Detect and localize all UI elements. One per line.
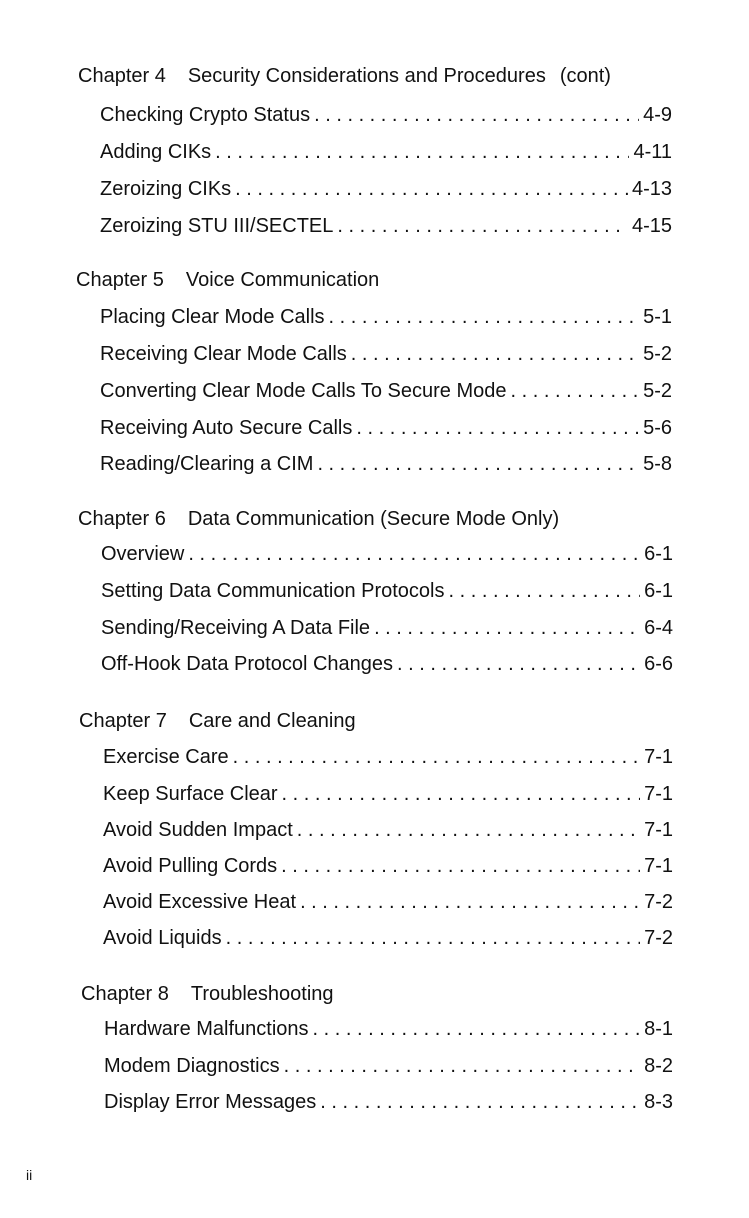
- entry-title: Avoid Liquids: [103, 927, 222, 949]
- chapter-number: Chapter 4: [78, 65, 166, 87]
- chapter-number: Chapter 8: [81, 983, 169, 1005]
- entry-page: 6-4: [644, 617, 673, 639]
- toc-entry[interactable]: [100, 177, 672, 201]
- entry-title: Hardware Malfunctions: [104, 1018, 309, 1040]
- chapter-number: Chapter 5: [76, 269, 164, 291]
- dot-leader: [233, 745, 640, 769]
- dot-leader: [284, 1054, 640, 1078]
- page-folio: ii: [26, 1167, 33, 1183]
- entry-title: Checking Crypto Status: [100, 104, 311, 126]
- toc-entry[interactable]: [103, 745, 673, 769]
- toc-entry[interactable]: [100, 416, 672, 440]
- entry-title: Avoid Sudden Impact: [103, 819, 293, 841]
- chapter-heading: [79, 709, 356, 733]
- dot-leader: [317, 452, 639, 476]
- toc-entry[interactable]: [100, 452, 672, 476]
- entry-title: Exercise Care: [103, 746, 229, 768]
- entry-title: Receiving Auto Secure Calls: [100, 417, 353, 439]
- entry-page: 6-6: [644, 653, 673, 675]
- dot-leader: [188, 542, 640, 566]
- dot-leader: [356, 416, 639, 440]
- entry-page: 5-2: [643, 380, 672, 402]
- entry-title: Zeroizing STU III/SECTEL: [100, 215, 334, 237]
- entry-title: Setting Data Communication Protocols: [101, 580, 445, 602]
- chapter-heading: [81, 982, 334, 1006]
- dot-leader: [300, 890, 640, 914]
- entry-title: Avoid Pulling Cords: [103, 855, 278, 877]
- toc-entry[interactable]: [104, 1054, 673, 1078]
- entry-page: 4-15: [631, 215, 672, 237]
- dot-leader: [215, 140, 629, 164]
- entry-page: 5-6: [643, 417, 672, 439]
- chapter-heading: [78, 507, 559, 531]
- chapter-number: Chapter 6: [78, 508, 166, 530]
- entry-title: Display Error Messages: [104, 1091, 317, 1113]
- chapter-title: Voice Communication: [185, 269, 380, 291]
- toc-entry[interactable]: [104, 1017, 673, 1041]
- entry-page: 8-3: [644, 1091, 673, 1113]
- entry-title: Placing Clear Mode Calls: [100, 306, 325, 328]
- toc-entry[interactable]: [100, 305, 672, 329]
- toc-entry[interactable]: [101, 579, 673, 603]
- chapter-number: Chapter 7: [79, 710, 167, 732]
- toc-entry[interactable]: [100, 379, 672, 403]
- entry-title: Sending/Receiving A Data File: [101, 617, 371, 639]
- entry-page: 4-13: [631, 178, 672, 200]
- entry-page: 6-1: [644, 580, 673, 602]
- dot-leader: [337, 214, 628, 238]
- dot-leader: [282, 782, 641, 806]
- chapter-cont: (cont): [559, 65, 611, 87]
- dot-leader: [397, 652, 640, 676]
- entry-page: 5-1: [643, 306, 672, 328]
- dot-leader: [351, 342, 639, 366]
- chapter-heading: [78, 64, 611, 88]
- entry-page: 7-2: [644, 891, 673, 913]
- entry-title: Reading/Clearing a CIM: [100, 453, 314, 475]
- dot-leader: [281, 854, 640, 878]
- dot-leader: [226, 926, 640, 950]
- entry-page: 8-1: [644, 1018, 673, 1040]
- dot-leader: [511, 379, 640, 403]
- entry-title: Avoid Excessive Heat: [103, 891, 297, 913]
- entry-page: 7-1: [644, 746, 673, 768]
- entry-page: 8-2: [644, 1055, 673, 1077]
- entry-page: 7-1: [644, 855, 673, 877]
- dot-leader: [449, 579, 641, 603]
- entry-title: Zeroizing CIKs: [100, 178, 232, 200]
- toc-entry[interactable]: [103, 926, 673, 950]
- toc-entry[interactable]: [101, 616, 673, 640]
- entry-title: Modem Diagnostics: [104, 1055, 280, 1077]
- entry-title: Converting Clear Mode Calls To Secure Mode: [100, 380, 507, 402]
- entry-page: 4-11: [633, 141, 672, 163]
- dot-leader: [320, 1090, 640, 1114]
- dot-leader: [235, 177, 628, 201]
- dot-leader: [374, 616, 640, 640]
- toc-entry[interactable]: [101, 542, 673, 566]
- entry-title: Overview: [101, 543, 185, 565]
- toc-entry[interactable]: [103, 782, 673, 806]
- toc-entry[interactable]: [103, 890, 673, 914]
- chapter-title: Troubleshooting: [190, 983, 334, 1005]
- toc-entry[interactable]: [100, 140, 672, 164]
- toc-entry[interactable]: [104, 1090, 673, 1114]
- toc-entry[interactable]: [101, 652, 673, 676]
- dot-leader: [313, 1017, 641, 1041]
- entry-page: 6-1: [644, 543, 673, 565]
- chapter-title: Care and Cleaning: [188, 710, 356, 732]
- entry-page: 5-2: [643, 343, 672, 365]
- toc-entry[interactable]: [100, 214, 672, 238]
- dot-leader: [297, 818, 640, 842]
- entry-title: Keep Surface Clear: [103, 783, 278, 805]
- entry-page: 7-1: [644, 783, 673, 805]
- toc-entry[interactable]: [100, 103, 672, 127]
- entry-title: Off-Hook Data Protocol Changes: [101, 653, 394, 675]
- toc-entry[interactable]: [103, 854, 673, 878]
- chapter-heading: [76, 268, 379, 292]
- entry-page: 7-2: [644, 927, 673, 949]
- entry-page: 4-9: [643, 104, 672, 126]
- chapter-title: Data Communication (Secure Mode Only): [187, 508, 560, 530]
- chapter-title: Security Considerations and Procedures: [187, 65, 546, 87]
- toc-entry[interactable]: [103, 818, 673, 842]
- entry-title: Adding CIKs: [100, 141, 212, 163]
- entry-title: Receiving Clear Mode Calls: [100, 343, 347, 365]
- dot-leader: [329, 305, 640, 329]
- entry-page: 5-8: [643, 453, 672, 475]
- dot-leader: [314, 103, 639, 127]
- entry-page: 7-1: [644, 819, 673, 841]
- toc-entry[interactable]: [100, 342, 672, 366]
